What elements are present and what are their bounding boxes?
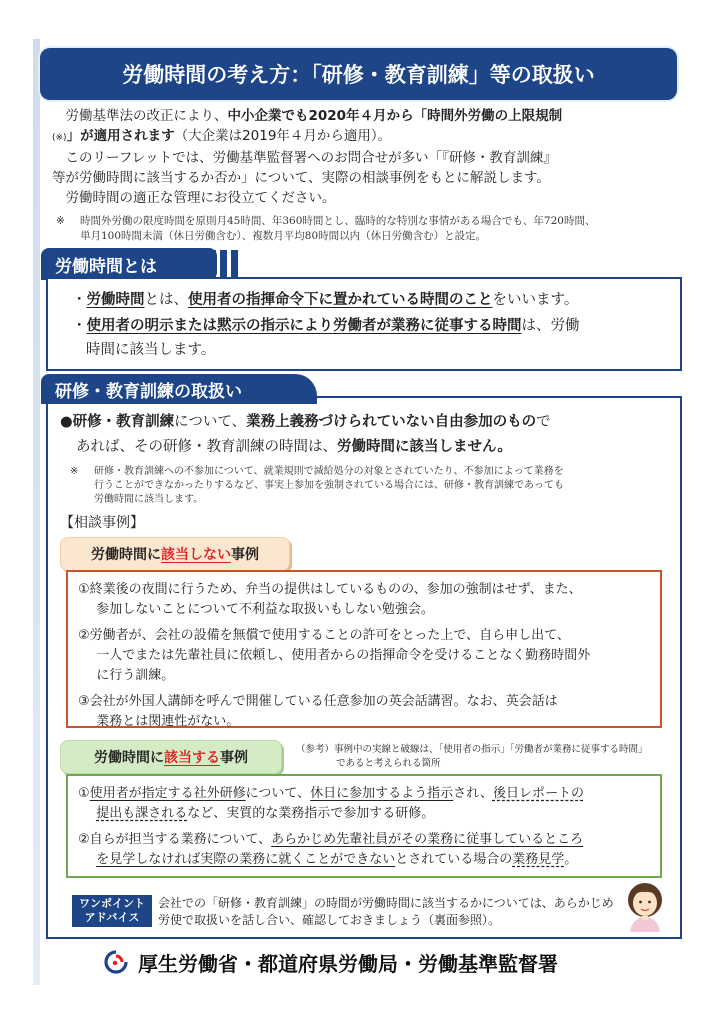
not-applicable-examples-box — [66, 570, 662, 728]
advisor-character-icon — [622, 880, 668, 932]
heading-decoration-bars — [209, 250, 238, 278]
footer-organizations: 厚生労働省・都道府県労働局・労働基準監督署 — [138, 952, 558, 976]
training-note: ※ 研修・教育訓練への不参加について、就業規則で減給処分の対象とされていたり、不参加によって業務を 行うことができなかったりするなど、事実上参加を強制されている場合には、研修・教育訓練であっても 労働時間に該当します。 — [70, 466, 564, 505]
section-heading-training: 研修・教育訓練の取扱い — [41, 374, 317, 404]
ministry-logo-icon — [103, 949, 129, 975]
list-item: ①終業後の夜間に行うため、弁当の提供はしているものの、参加の強制はせず、また、 参加しないことについて不利益な取扱いもしない勉強会。 — [78, 582, 582, 617]
reference-note: （参考）事例中の実線と破線は、「使用者の指示」「労働者が業務に従事する時間」 であると考えられる箇所 — [296, 744, 648, 769]
list-item: ②自らが担当する業務について、あらかじめ先輩社員がその業務に従事しているところ を見学しなければ実際の業務に就くことができないとされている場合の業務見学。 — [78, 832, 584, 867]
list-item: ③会社が外国人講師を呼んで開催している任意参加の英会話講習。なお、英会話は 業務とは関連性がない。 — [78, 694, 558, 729]
applicable-examples-box — [66, 774, 662, 878]
list-item: ①使用者が指定する社外研修について、休日に参加するよう指示され、後日レポートの 提出も課されるなど、実質的な業務指示で参加する研修。 — [78, 786, 584, 821]
intro-text: 労働基準法の改正により、中小企業でも2020年４月から「時間外労働の上限規制 (※)」が適用されます（大企業は2019年４月から適用）。 このリーフレットでは、労働基準監督署へのお問合せが多い「『研修・教育訓練』 等が労働時間に該当するか否か」について、実際の相談事例をもとに解説します。 労働時間の適正な管理にお役立てください。 ※ 時間外労働の限度時間を原則月45時間、年360時間とし、臨時的な特別な事情がある場合でも、年720時間、 単月100時間未満（休日労働含む）、複数月平均80時間以内（休日労働含む）と設定。 — [52, 108, 596, 242]
page-title: 労働時間の考え方：「研修・教育訓練」等の取扱い — [40, 48, 677, 100]
training-lead-text: ●研修・教育訓練について、業務上義務づけられていない自由参加のもので あれば、その研修・教育訓練の時間は、労働時間に該当しません。 — [60, 414, 551, 455]
one-point-advice-text: 会社での「研修・教育訓練」の時間が労働時間に該当するかについては、あらかじめ 労使で取扱いを話し合い、確認しておきましょう（裏面参照）。 — [158, 896, 614, 927]
list-item: ②労働者が、会社の設備を無償で使用することの許可をとった上で、自ら申し出て、 一人でまたは先輩社員に依頼し、使用者からの指揮命令を受けることなく勤務時間外 に行う訓練。 — [78, 628, 591, 683]
section-heading-working-time: 労働時間とは — [41, 248, 217, 280]
working-time-definition-box: ・労働時間とは、使用者の指揮命令下に置かれている時間のことをいいます。 ・使用者の明示または黙示の指示により労働者が業務に従事する時間は、労働 時間に該当します。 — [46, 277, 682, 371]
applicable-examples-label: 労働時間に 該当する 事例 — [60, 740, 282, 774]
consultation-examples-label: 【相談事例】 — [60, 515, 144, 531]
not-applicable-examples-label: 労働時間に 該当しない 事例 — [60, 537, 290, 571]
one-point-advice-label: ワンポイント アドバイス — [72, 895, 152, 927]
